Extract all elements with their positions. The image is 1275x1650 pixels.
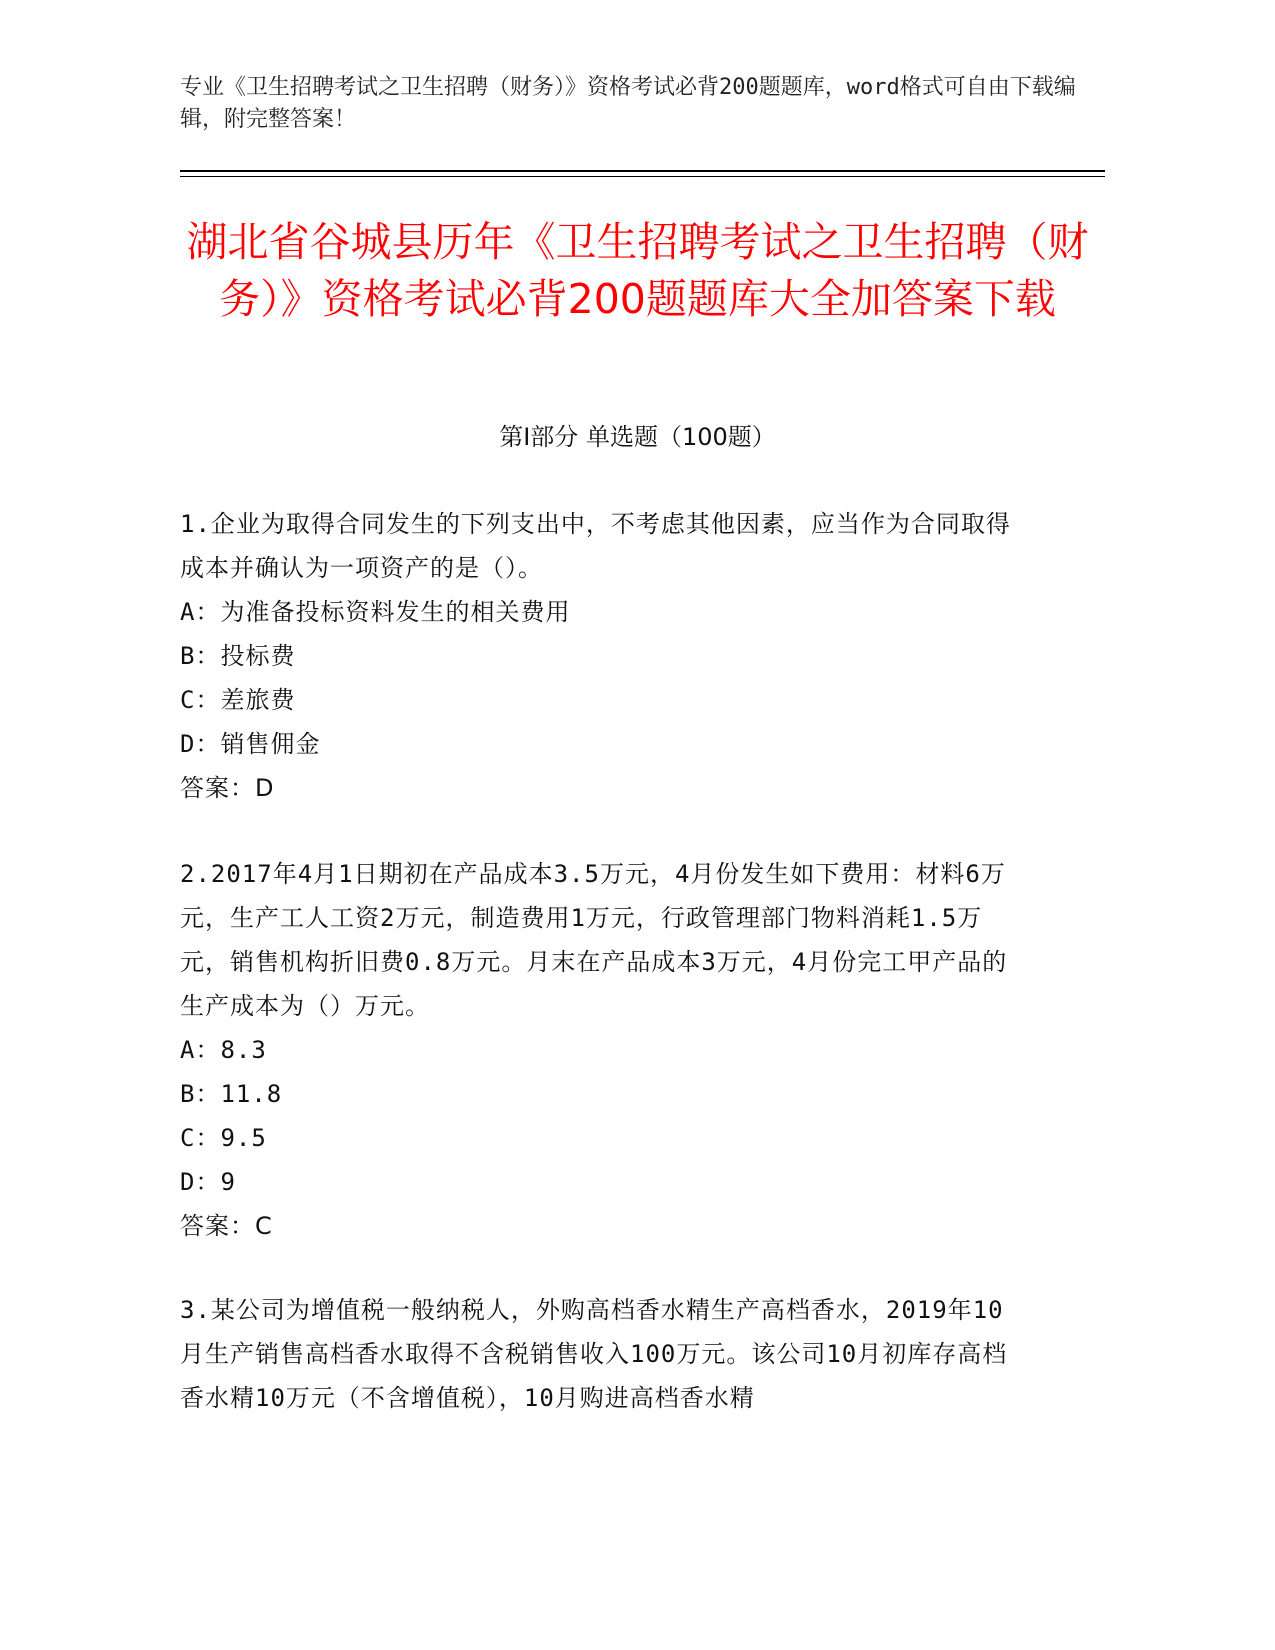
question-stem: 1.企业为取得合同发生的下列支出中，不考虑其他因素，应当作为合同取得成本并确认为一项资产的是（）。	[180, 510, 1011, 582]
header-divider-thin	[180, 176, 1105, 177]
option-c: C：差旅费	[180, 686, 296, 714]
option-a: A：8.3	[180, 1036, 267, 1064]
option-c: C：9.5	[180, 1124, 267, 1152]
question-stem: 3.某公司为增值税一般纳税人，外购高档香水精生产高档香水，2019年10月生产销售高档香水取得不含税销售收入100万元。该公司10月初库存高档香水精10万元（不含增值税），10月购进高档香水精	[180, 1296, 1008, 1412]
option-d: D：销售佣金	[180, 730, 321, 758]
option-a: A：为准备投标资料发生的相关费用	[180, 598, 571, 626]
answer: 答案：D	[180, 774, 275, 802]
section-heading: 第Ⅰ部分 单选题（100题）	[499, 423, 776, 451]
header-divider-thick	[180, 170, 1105, 172]
option-d: D：9	[180, 1168, 236, 1196]
question-3	[180, 1288, 1020, 1420]
answer: 答案：C	[180, 1212, 273, 1240]
option-b: B：投标费	[180, 642, 296, 670]
document-title: 湖北省谷城县历年《卫生招聘考试之卫生招聘（财务）》资格考试必背200题题库大全加答案下载	[186, 218, 1089, 323]
header-note: 专业《卫生招聘考试之卫生招聘（财务）》资格考试必背200题题库，word格式可自由下载编辑，附完整答案！	[180, 75, 1076, 132]
question-2	[180, 852, 1020, 1248]
option-b: B：11.8	[180, 1080, 283, 1108]
question-1	[180, 502, 1020, 810]
question-stem: 2.2017年4月1日期初在产品成本3.5万元，4月份发生如下费用：材料6万元，生产工人工资2万元，制造费用1万元，行政管理部门物料消耗1.5万元，销售机构折旧费0.8万元。月末在产品成本3万元，4月份完工甲产品的生产成本为（）万元。	[180, 860, 1008, 1020]
